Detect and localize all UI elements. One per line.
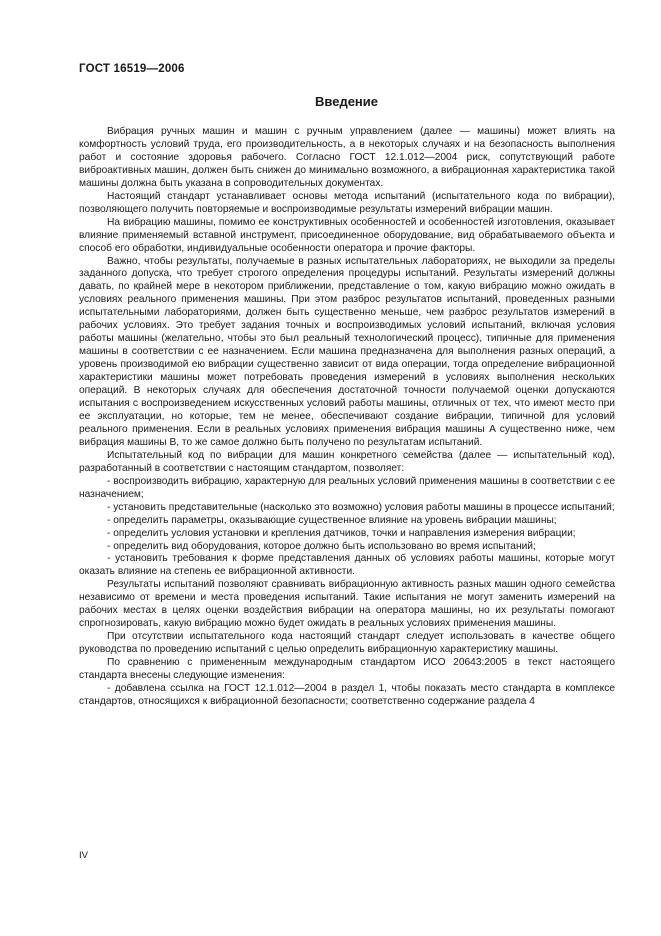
list-item: - определить вид оборудования, которое должно быть использовано во время испытаний; xyxy=(107,540,536,552)
paragraph: Настоящий стандарт устанавливает основы метода испытаний (испытательного кода по вибрации), позволяющего получить повторяемые и воспроизводимые результаты измерений вибрации машин. xyxy=(79,190,615,215)
list-item: - добавлена ссылка на ГОСТ 12.1.012—2004 в раздел 1, чтобы показать место стандарта в комплексе стандартов, относящихся к вибрационной безопасности; соответственно содержание раздела 4 xyxy=(79,682,615,707)
paragraph: Результаты испытаний позволяют сравнивать вибрационную активность разных машин одного семейства независимо от времени и места проведения испытаний. Такие испытания не могут заменить измерений на рабочих местах в целях оценки воздействия вибрации на оператора машины, но их результаты помогают спрогнозировать, какую вибрацию можно будет ожидать в реальных условиях применения машины. xyxy=(79,579,615,630)
document-body xyxy=(79,126,615,709)
list-item: - установить представительные (насколько это возможно) условия работы машины в процессе испытаний; xyxy=(107,501,615,513)
list-item: - определить условия установки и крепления датчиков, точки и направления измерения вибрации; xyxy=(107,527,576,539)
document-code-header: ГОСТ 16519—2006 xyxy=(79,63,185,75)
paragraph: Испытательный код по вибрации для машин конкретного семейства (далее — испытательный код), разработанный в соответствии с настоящим стандартом, позволяет: xyxy=(79,449,615,474)
paragraph: При отсутствии испытательного кода настоящий стандарт следует использовать в качестве общего руководства по проведению испытаний с целью определить вибрационную характеристику машины. xyxy=(79,631,615,656)
list-item: - воспроизводить вибрацию, характерную для реальных условий применения машины в соответствии с ее назначением; xyxy=(79,475,616,500)
paragraph: По сравнению с примененным международным стандартом ИСО 20643:2005 в текст настоящего стандарта внесены следующие изменения: xyxy=(79,657,615,682)
paragraph: Вибрация ручных машин и машин с ручным управлением (далее — машины) может влиять на комфортность условий труда, его производительность, а в некоторых случаях и на безопасность выполнения работ и состояние здоровья рабочего. Согласно ГОСТ 12.1.012—2004 риск, сопутствующий работе виброактивных машин, должен быть снижен до минимально возможного, а вибрационная характеристика такой машины должна быть указана в сопроводительных документах. xyxy=(79,126,615,189)
paragraph: Важно, чтобы результаты, получаемые в разных испытательных лабораториях, не выходили за пределы заданного допуска, что требует строгого определения процедуры испытаний. Результаты измерений должны давать, по крайней мере в некотором приближении, представление о том, какую вибрацию можно ожидать в условиях реального применения машины. При этом разброс результатов испытаний, проведенных разными испытательными лабораториями, должен быть существенно меньше, чем разброс результатов измерений в рабочих условиях. Это требует задания точных и воспроизводимых условий испытаний, включая условия работы машины (желательно, чтобы это был реальный технологический процесс), типичные для применения машины в соответствии с ее назначением. Если машина предназначена для выполнения разных операций, а уровень производимой ею вибрации существенно зависит от вида операции, тогда определение вибрационной характеристики машины может потребовать проведения измерений в условиях выполнения нескольких операций. В некоторых случаях для обеспечения достаточной точности получаемой оценки допускаются испытания с воспроизведением искусственных условий работы машины, отличных от тех, что имеют место при ее эксплуатации, но которые, тем не менее, обеспечивают создание вибрации, типичной для условий реального применения. Если в реальных условиях применения вибрация машины A существенно ниже, чем вибрация машины B, то же самое должно быть получено по результатам испытаний. xyxy=(79,255,615,448)
paragraph: На вибрацию машины, помимо ее конструктивных особенностей и особенностей изготовления, оказывает влияние применяемый вставной инструмент, присоединенное оборудование, вид обрабатываемого объекта и способ его обработки, индивидуальные особенности оператора и прочие факторы. xyxy=(79,216,615,254)
page-number: IV xyxy=(79,850,88,861)
list-item: - установить требования к форме представления данных об условиях работы машины, которые могут оказать влияние на степень ее вибрационной активности. xyxy=(79,553,615,578)
section-title: Введение xyxy=(315,94,378,109)
list-item: - определить параметры, оказывающие существенное влияние на уровень вибрации машины; xyxy=(107,514,557,526)
